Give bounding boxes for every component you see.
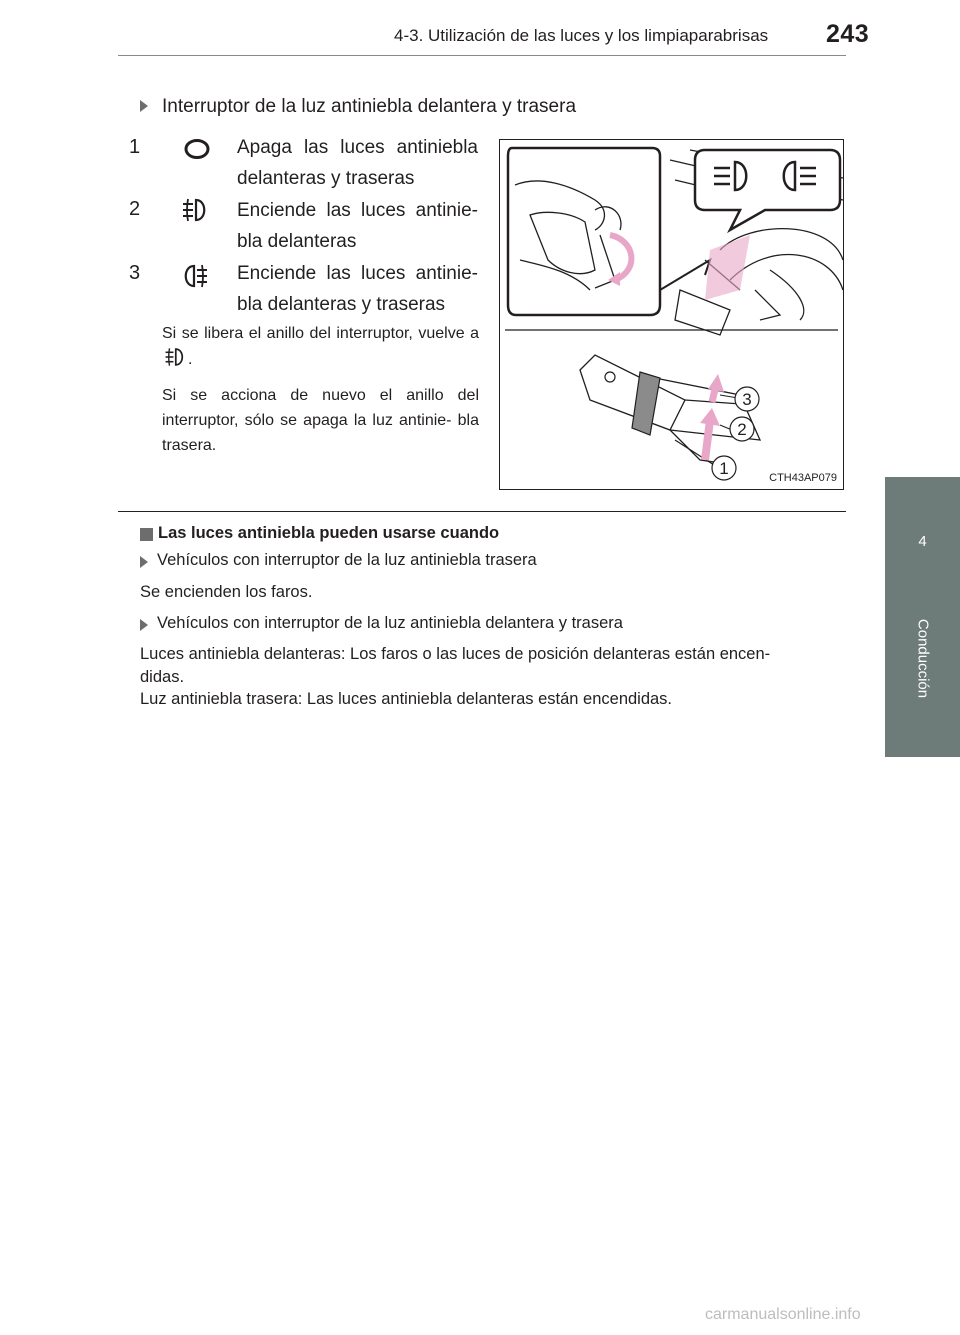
- fog-switch-illustration: [499, 139, 844, 490]
- note-operate-again: Si se acciona de nuevo el anillo del interruptor, sólo se apaga la luz antinie- bla trasera.: [162, 387, 479, 454]
- figure-callout-3: 3: [742, 390, 752, 409]
- header-divider: [118, 55, 846, 56]
- footer-watermark[interactable]: carmanualsonline.info: [705, 1306, 861, 1323]
- bullet-square-icon: [140, 528, 153, 541]
- figure-code: CTH43AP079: [769, 472, 837, 484]
- page-number: 243: [826, 20, 870, 48]
- bullet-triangle-icon: [140, 100, 148, 112]
- fog-light-off-icon: [182, 138, 212, 160]
- front-fog-light-icon: [162, 346, 188, 368]
- note-release-text: Si se libera el anillo del interruptor, vuelve a: [162, 325, 479, 342]
- usage-heading: Las luces antiniebla pueden usarse cuando: [158, 524, 500, 542]
- switch-subheading: Interruptor de la luz antiniebla delantera y trasera: [162, 96, 577, 117]
- case1-label: Vehículos con interruptor de la luz antiniebla trasera: [157, 551, 537, 569]
- item-number-1: 1: [129, 136, 141, 158]
- section-divider: [118, 511, 846, 512]
- bullet-triangle-icon: [140, 556, 148, 568]
- chapter-number: 4: [918, 533, 927, 550]
- item-text-3: Enciende las luces antinie- bla delanteras y traseras: [237, 263, 478, 315]
- item-number-2: 2: [129, 198, 141, 220]
- rear-fog-light-icon: [180, 262, 210, 290]
- case2-text-line2: didas.: [140, 668, 185, 686]
- note-release-period: .: [188, 351, 193, 368]
- case1-text: Se encienden los faros.: [140, 583, 313, 601]
- note-release-ring: [162, 321, 479, 372]
- header-section-title: 4-3. Utilización de las luces y los limpiaparabrisas: [394, 26, 769, 45]
- case2-label: Vehículos con interruptor de la luz antiniebla delantera y trasera: [157, 614, 623, 632]
- item-number-3: 3: [129, 262, 141, 284]
- case2-text-line3: Luz antiniebla trasera: Las luces antiniebla delanteras están encendidas.: [140, 690, 673, 708]
- chapter-title: Conducción: [914, 618, 932, 699]
- case2-text-line1: Luces antiniebla delanteras: Los faros o las luces de posición delanteras están encen-: [140, 645, 771, 663]
- bullet-triangle-icon: [140, 619, 148, 631]
- item-text-2: Enciende las luces antinie- bla delanteras: [237, 200, 478, 252]
- figure-callout-1: 1: [719, 459, 729, 478]
- fog-switch-drawing: [500, 140, 843, 489]
- figure-callout-2: 2: [737, 420, 747, 439]
- item-text-1: Apaga las luces antiniebla delanteras y traseras: [237, 137, 478, 189]
- front-fog-light-icon: [180, 196, 210, 224]
